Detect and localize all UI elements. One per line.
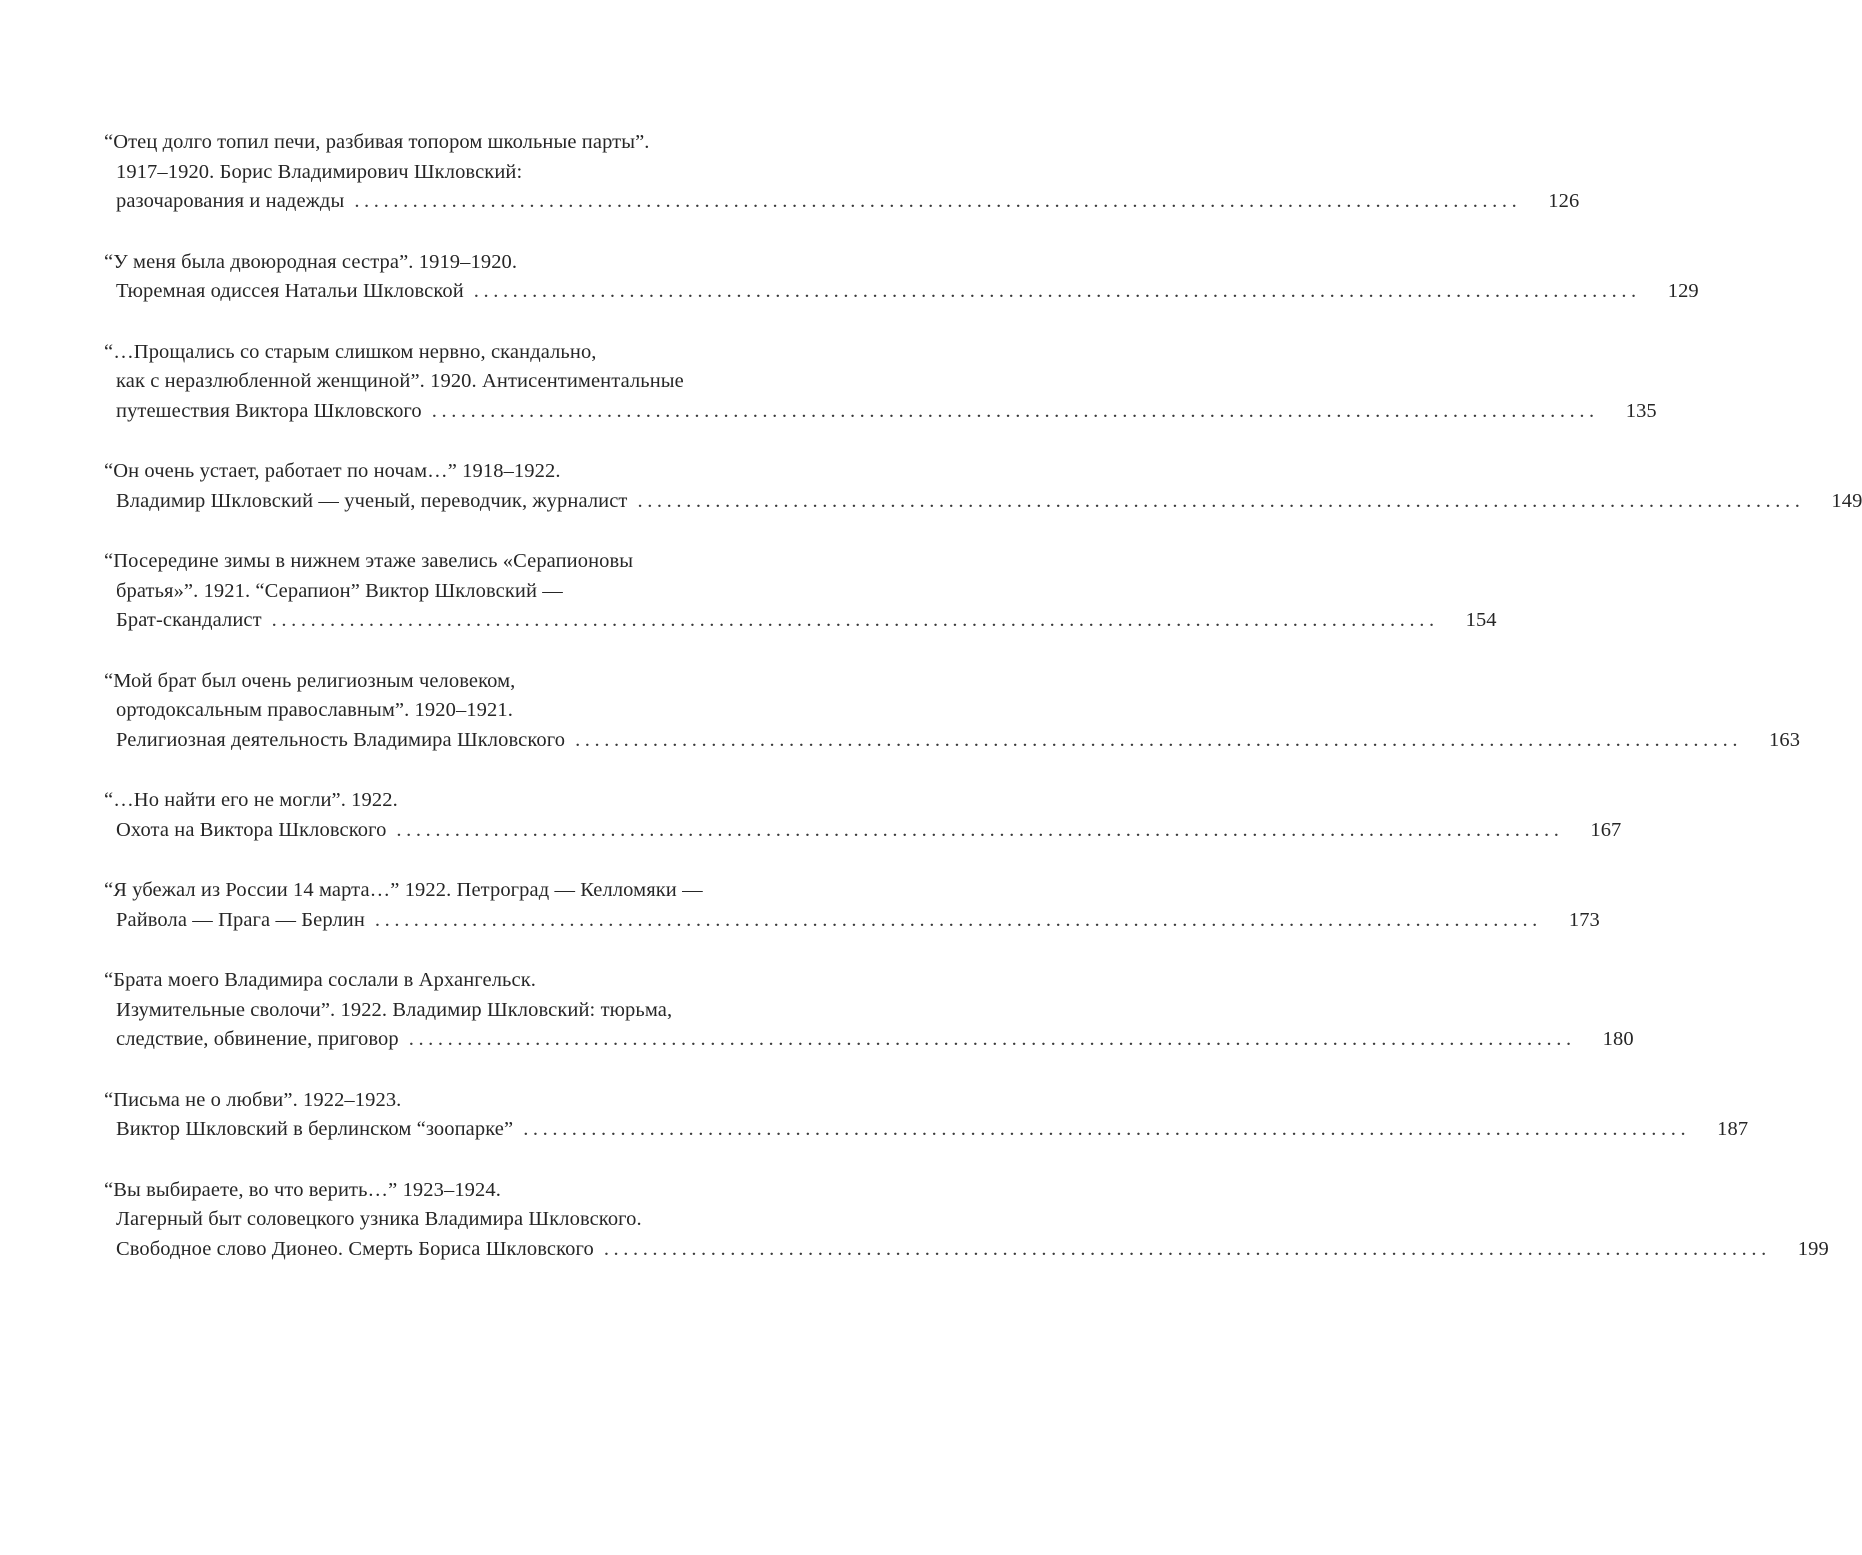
entry-title-line: разочарования и надежды xyxy=(116,190,345,212)
dot-leader: ........................................................................................................................ xyxy=(575,728,1743,751)
entry-last-line xyxy=(104,187,1580,217)
entry-title-line: ортодоксальным православным”. 1920–1921. xyxy=(116,699,513,721)
toc-entry xyxy=(104,547,1497,636)
entry-last-line xyxy=(104,1235,1829,1265)
toc-entry xyxy=(104,338,1657,427)
entry-title-line: “У меня была двоюродная сестра”. 1919–1920. xyxy=(104,250,518,273)
dot-leader: ........................................................................................................................ xyxy=(603,1237,1771,1260)
entry-last-line xyxy=(104,726,1801,756)
page-number: 173 xyxy=(1568,908,1600,931)
page-number: 180 xyxy=(1602,1028,1634,1050)
page-number: 199 xyxy=(1797,1237,1829,1260)
entry-last-line xyxy=(104,1115,1749,1145)
entry-last-line xyxy=(104,606,1497,636)
entry-title-line: Религиозная деятельность Владимира Шкловского xyxy=(116,728,566,751)
entry-title-line: Охота на Виктора Шкловского xyxy=(116,818,387,841)
toc-entry xyxy=(104,1086,1749,1145)
entry-title-line: Брат-скандалист xyxy=(116,609,262,631)
page-number: 167 xyxy=(1590,818,1622,841)
entry-title-line: “Письма не о любви”. 1922–1923. xyxy=(104,1088,402,1111)
table-of-contents xyxy=(104,128,1862,1295)
entry-title-line: Лагерный быт соловецкого узника Владимира Шкловского. xyxy=(116,1208,642,1230)
page-number: 149 xyxy=(1831,489,1862,512)
entry-title-line: 1917–1920. Борис Владимирович Шкловский: xyxy=(116,160,523,183)
entry-title-line: “…Но найти его не могли”. 1922. xyxy=(104,789,398,811)
page-number: 154 xyxy=(1465,609,1497,631)
entry-title-line: братья»”. 1921. “Серапион” Виктор Шкловский — xyxy=(116,579,563,602)
entry-title-line: “Он очень устает, работает по ночам…” 1918–1922. xyxy=(104,460,561,482)
entry-title-line: “…Прощались со старым слишком нервно, скандально, xyxy=(104,340,597,363)
entry-title-line: “Мой брат был очень религиозным человеком, xyxy=(104,669,516,692)
entry-last-line xyxy=(104,906,1600,936)
toc-entry xyxy=(104,248,1699,307)
dot-leader: ........................................................................................................................ xyxy=(374,908,1542,931)
page-number: 129 xyxy=(1667,280,1699,302)
entry-title-line: “Вы выбираете, во что верить…” 1923–1924. xyxy=(104,1178,501,1201)
entry-last-line xyxy=(104,1025,1634,1055)
toc-entry xyxy=(104,128,1580,217)
entry-title-line: Изумительные сволочи”. 1922. Владимир Шкловский: тюрьма, xyxy=(116,998,673,1021)
toc-entry xyxy=(104,786,1622,845)
entry-title-line: “Брата моего Владимира сослали в Архангельск. xyxy=(104,969,536,991)
dot-leader: ........................................................................................................................ xyxy=(523,1118,1691,1140)
dot-leader: ........................................................................................................................ xyxy=(354,190,1522,212)
page-number: 163 xyxy=(1769,728,1801,751)
entry-title-line: путешествия Виктора Шкловского xyxy=(116,399,422,422)
entry-title-line: “Посередине зимы в нижнем этаже завелись «Серапионовы xyxy=(104,550,634,572)
page-number: 135 xyxy=(1625,399,1657,422)
dot-leader: ........................................................................................................................ xyxy=(637,489,1805,512)
toc-entry xyxy=(104,966,1634,1055)
dot-leader: ........................................................................................................................ xyxy=(271,609,1439,631)
dot-leader: ........................................................................................................................ xyxy=(408,1028,1576,1050)
toc-entry xyxy=(104,667,1801,756)
page-number: 187 xyxy=(1717,1118,1749,1140)
entry-title-line: Тюремная одиссея Натальи Шкловской xyxy=(116,280,464,302)
toc-entry xyxy=(104,876,1600,935)
dot-leader: ........................................................................................................................ xyxy=(431,399,1599,422)
entry-last-line xyxy=(104,397,1657,427)
entry-last-line xyxy=(104,816,1622,846)
page-number: 126 xyxy=(1548,190,1580,212)
entry-title-line: “Отец долго топил печи, разбивая топором школьные парты”. xyxy=(104,131,650,153)
entry-title-line: Свободное слово Дионео. Смерть Бориса Шкловского xyxy=(116,1237,594,1260)
entry-title-line: как с неразлюбленной женщиной”. 1920. Антисентиментальные xyxy=(116,370,684,392)
entry-title-line: следствие, обвинение, приговор xyxy=(116,1028,399,1050)
entry-last-line xyxy=(104,487,1862,517)
entry-title-line: Владимир Шкловский — ученый, переводчик, журналист xyxy=(116,489,628,512)
dot-leader: ........................................................................................................................ xyxy=(396,818,1564,841)
entry-title-line: Виктор Шкловский в берлинском “зоопарке” xyxy=(116,1118,514,1140)
entry-title-line: “Я убежал из России 14 марта…” 1922. Петроград — Келломяки — xyxy=(104,879,703,901)
toc-entry xyxy=(104,1176,1829,1265)
entry-last-line xyxy=(104,277,1699,307)
entry-title-line: Райвола — Прага — Берлин xyxy=(116,908,365,931)
dot-leader: ........................................................................................................................ xyxy=(473,280,1641,302)
toc-entry xyxy=(104,457,1862,516)
